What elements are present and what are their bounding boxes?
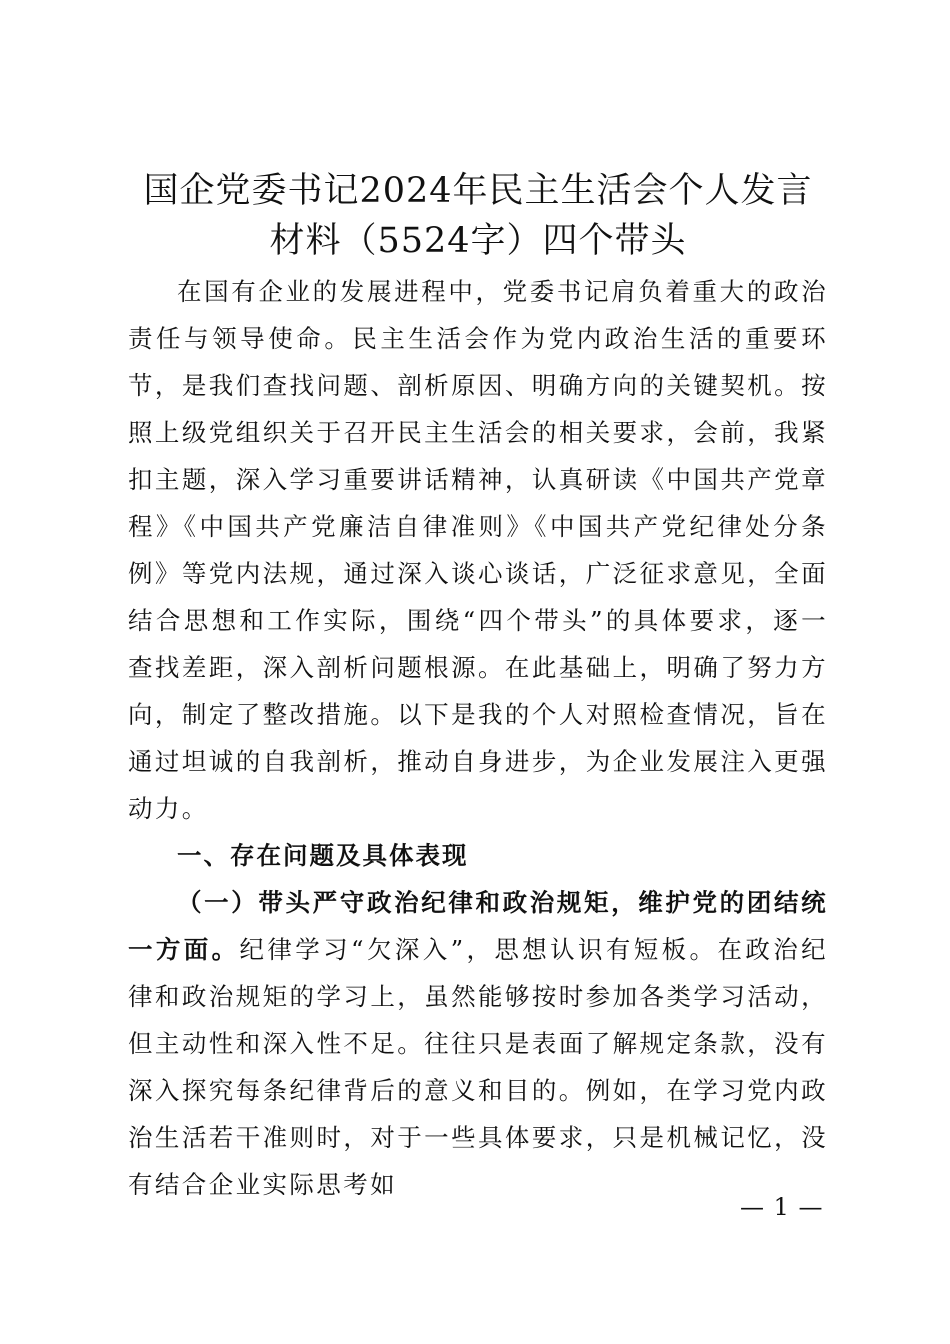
point-1-paragraph bbox=[128, 879, 828, 1208]
intro-paragraph: 在国有企业的发展进程中，党委书记肩负着重大的政治责任与领导使命。民主生活会作为党内政治生活的重要环节，是我们查找问题、剖析原因、明确方向的关键契机。按照上级党组织关于召开民主生活会的相关要求，会前，我紧扣主题，深入学习重要讲话精神，认真研读《中国共产党章程》《中国共产党廉洁自律准则》《中国共产党纪律处分条例》等党内法规，通过深入谈心谈话，广泛征求意见，全面结合思想和工作实际，围绕“四个带头”的具体要求，逐一查找差距，深入剖析问题根源。在此基础上，明确了努力方向，制定了整改措施。以下是我的个人对照检查情况，旨在通过坦诚的自我剖析，推动自身进步，为企业发展注入更强动力。 bbox=[128, 277, 828, 823]
document-title: 国企党委书记2024年民主生活会个人发言材料（5524字）四个带头 bbox=[143, 171, 813, 261]
document-body bbox=[128, 268, 828, 1208]
point-1-lead: （一）带头严守政治纪律和政治规矩，维护党的团结统一方面。 bbox=[128, 888, 828, 964]
point-1-body: 纪律学习“欠深入”，思想认识有短板。在政治纪律和政治规矩的学习上，虽然能够按时参加各类学习活动，但主动性和深入性不足。往往只是表面了解规定条款，没有深入探究每条纪律背后的意义和目的。例如，在学习党内政治生活若干准则时，对于一些具体要求，只是机械记忆，没有结合企业实际思考如 bbox=[128, 935, 828, 1199]
section-heading-problems: 一、存在问题及具体表现 bbox=[177, 841, 469, 870]
page-number: — 1 — bbox=[740, 1193, 824, 1221]
